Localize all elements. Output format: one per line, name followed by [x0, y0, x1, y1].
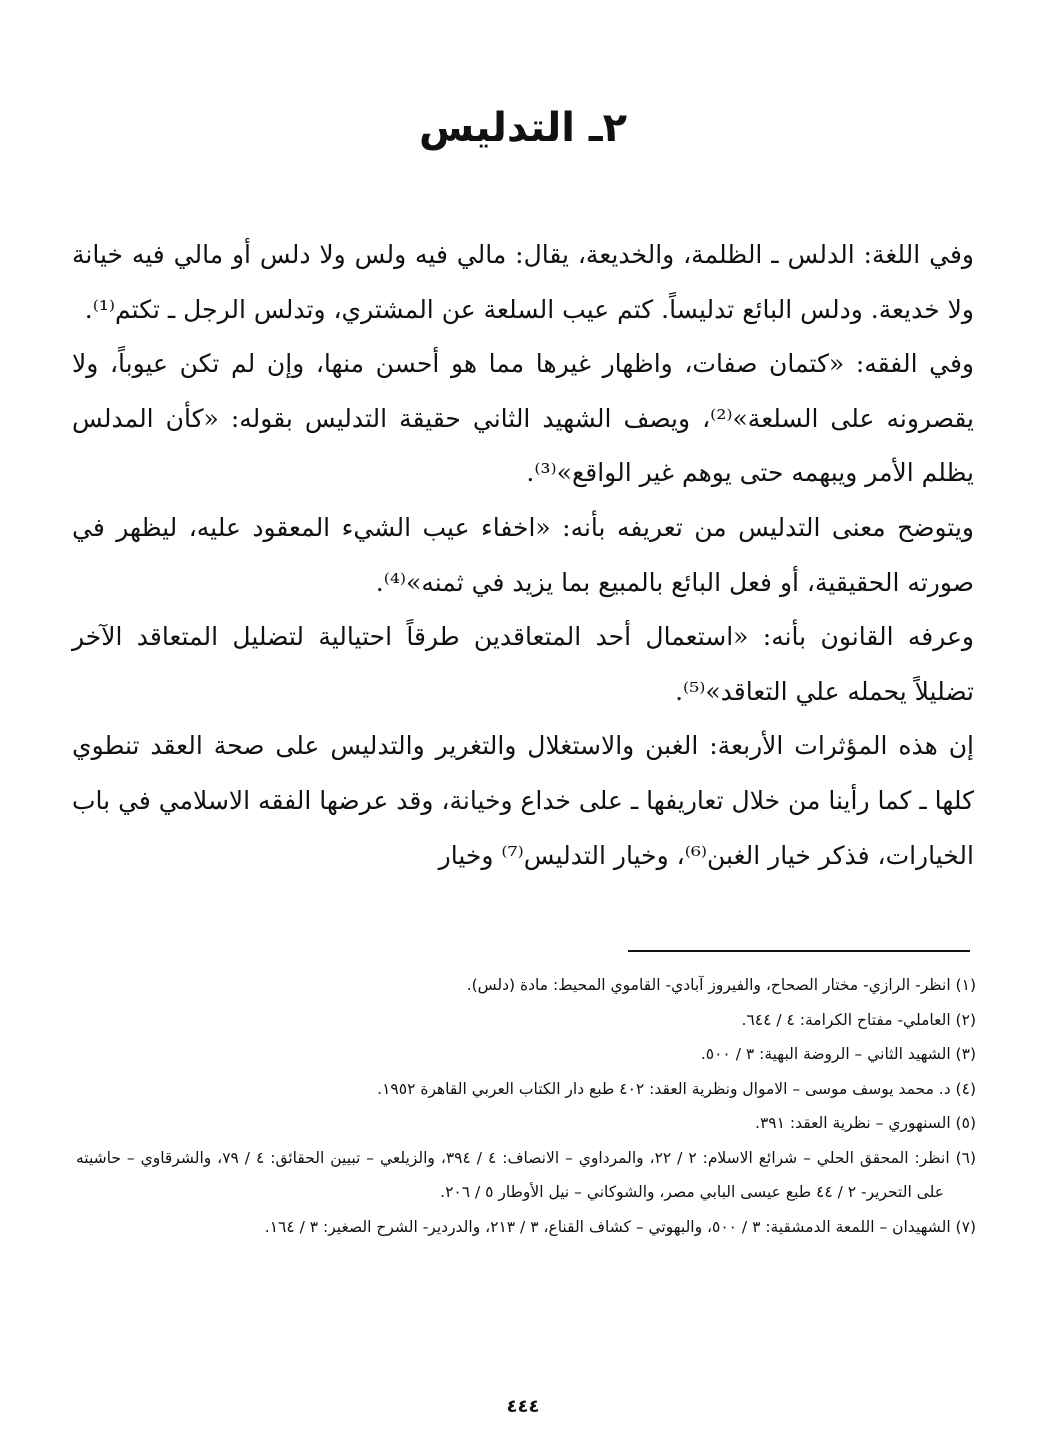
footnote-6: (٦) انظر: المحقق الحلي – شرائع الاسلام: ٢ / ٢٢، والمرداوي – الانصاف: ٤ / ٣٩٤، والزيلعي – تبيين الحقائق: ٤ / ٧٩، والشرقاوي – حاشيته على التحرير- ٢ / ٤٤ طبع عيسى البابي مصر، والشوكاني – نيل الأوطار ٥ / ٢٠٦.: [76, 1148, 977, 1201]
footnote-4: (٤) د. محمد يوسف موسى – الاموال ونظرية العقد: ٤٠٢ طبع دار الكتاب العربي القاهرة ١٩٥٢.: [377, 1079, 976, 1098]
paragraph-legal-definition: وعرفه القانون بأنه: «استعمال أحد المتعاقدين طرقاً احتيالية لتضليل المتعاقد الآخر تضليلاً يحمله علي التعاقد»⁽⁵⁾.: [72, 622, 974, 706]
footnote-7: (٧) الشهيدان – اللمعة الدمشقية: ٣ / ٥٠٠، والبهوتي – كشاف القناع، ٣ / ٢١٣، والدردير- الشرح الصغير: ٣ / ١٦٤.: [264, 1217, 976, 1236]
footnote-3: (٣) الشهيد الثاني – الروضة البهية: ٣ / ٥٠٠.: [700, 1045, 976, 1063]
paragraph-jurisprudence-definition: وفي الفقه: «كتمان صفات، واظهار غيرها مما هو أحسن منها، وإن لم تكن عيوباً، ولا يقصرونه على السلعة»⁽²⁾، ويصف الشهيد الثاني حقيقة التدليس بقوله: «كأن المدلس يظلم الأمر ويبهمه حتى يوهم غير الواقع»⁽³⁾.: [72, 349, 974, 488]
footnote-separator: [628, 950, 970, 952]
footnote-1: (١) انظر- الرازي- مختار الصحاح، والفيروز آبادي- القاموي المحيط: مادة (دلس).: [466, 976, 976, 994]
section-title: ٢ـ التدليس: [418, 105, 628, 151]
main-text: [72, 228, 974, 883]
paragraph-meaning: ويتوضح معنى التدليس من تعريفه بأنه: «اخفاء عيب الشيء المعقود عليه، ليظهر في صورته الحقيقية، أو فعل البائع بالمبيع بما يزيد في ثمنه»⁽⁴⁾.: [72, 512, 974, 597]
page-number: ٤٤٤: [506, 1396, 540, 1417]
footnotes: [76, 968, 976, 1244]
footnote-2: (٢) العاملي- مفتاح الكرامة: ٤ / ٦٤٤.: [741, 1010, 976, 1029]
paragraph-summary: إن هذه المؤثرات الأربعة: الغبن والاستغلال والتغرير والتدليس على صحة العقد تنطوي كلها ـ كما رأينا من خلال تعاريفها ـ على خداع وخيانة، وقد عرضها الفقه الاسلامي في باب الخيارات، فذكر خيار الغبن⁽⁶⁾، وخيار التدليس⁽⁷⁾ وخيار: [72, 731, 974, 870]
paragraph-linguistic-definition: وفي اللغة: الدلس ـ الظلمة، والخديعة، يقال: مالي فيه ولس ولا دلس أو مالي فيه خيانة ولا خديعة. ودلس البائع تدليساً. كتم عيب السلعة عن المشتري، وتدلس الرجل ـ تكتم⁽¹⁾.: [72, 240, 974, 324]
footnote-5: (٥) السنهوري – نظرية العقد: ٣٩١.: [755, 1114, 976, 1132]
